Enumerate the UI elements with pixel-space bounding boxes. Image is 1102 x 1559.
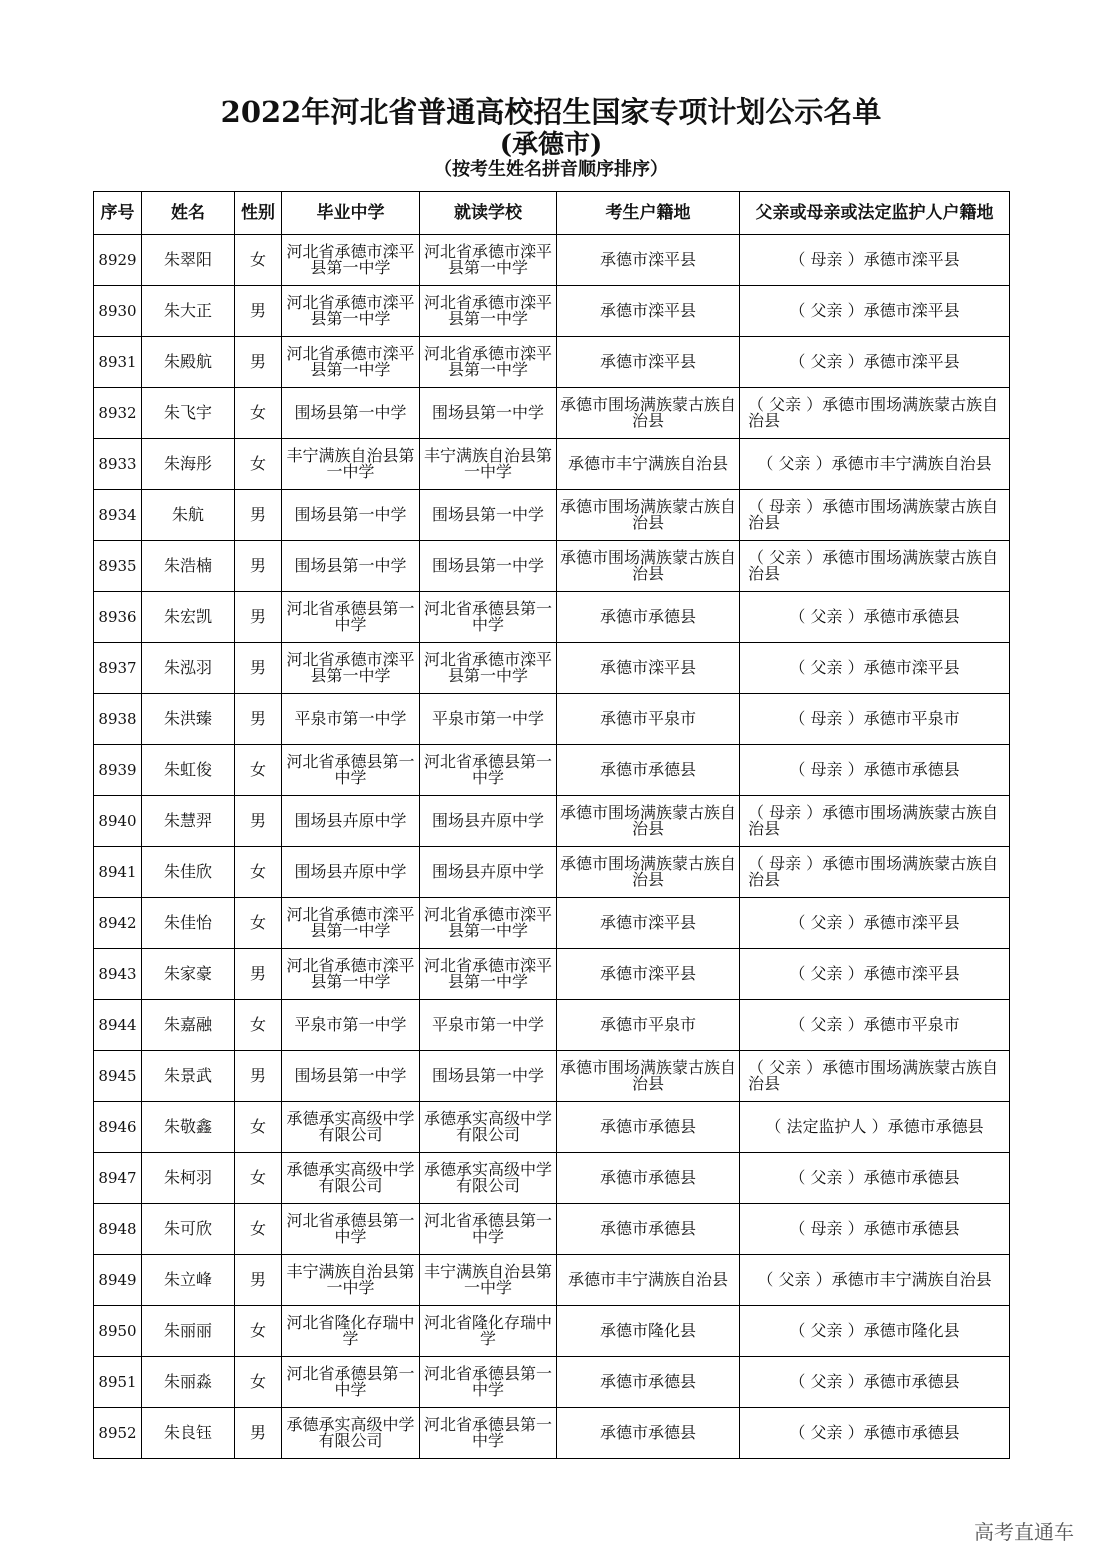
- gender-cell: 男: [235, 1051, 282, 1102]
- grad-school-cell: 河北省承德市滦平县第一中学: [282, 949, 420, 1000]
- gender-cell: 女: [235, 847, 282, 898]
- seq-cell: 8931: [94, 337, 142, 388]
- current-school-cell: 河北省承德县第一中学: [420, 1408, 557, 1459]
- guardian-household-cell: （ 父亲 ）承德市围场满族蒙古族自治县: [740, 388, 1010, 439]
- grad-school-cell: 围场县第一中学: [282, 541, 420, 592]
- col-header-grad-school: 毕业中学: [282, 192, 420, 235]
- guardian-household-cell: （ 父亲 ）承德市滦平县: [740, 949, 1010, 1000]
- seq-cell: 8950: [94, 1306, 142, 1357]
- guardian-household-cell: （ 母亲 ）承德市围场满族蒙古族自治县: [740, 490, 1010, 541]
- table-row: [94, 1000, 1010, 1051]
- seq-cell: 8951: [94, 1357, 142, 1408]
- seq-cell: 8943: [94, 949, 142, 1000]
- current-school-cell: 围场县第一中学: [420, 541, 557, 592]
- household-cell: 承德市平泉市: [557, 1000, 740, 1051]
- seq-cell: 8941: [94, 847, 142, 898]
- gender-cell: 男: [235, 1255, 282, 1306]
- household-cell: 承德市围场满族蒙古族自治县: [557, 541, 740, 592]
- name-cell: 朱可欣: [142, 1204, 235, 1255]
- grad-school-cell: 围场县卉原中学: [282, 796, 420, 847]
- gender-cell: 男: [235, 592, 282, 643]
- gender-cell: 女: [235, 1102, 282, 1153]
- col-header-household: 考生户籍地: [557, 192, 740, 235]
- grad-school-cell: 围场县卉原中学: [282, 847, 420, 898]
- col-header-seq: 序号: [94, 192, 142, 235]
- seq-cell: 8939: [94, 745, 142, 796]
- table-row: [94, 1204, 1010, 1255]
- grad-school-cell: 河北省隆化存瑞中学: [282, 1306, 420, 1357]
- household-cell: 承德市围场满族蒙古族自治县: [557, 388, 740, 439]
- grad-school-cell: 承德承实高级中学有限公司: [282, 1102, 420, 1153]
- household-cell: 承德市承德县: [557, 1204, 740, 1255]
- current-school-cell: 承德承实高级中学有限公司: [420, 1153, 557, 1204]
- household-cell: 承德市丰宁满族自治县: [557, 1255, 740, 1306]
- guardian-household-cell: （ 母亲 ）承德市围场满族蒙古族自治县: [740, 847, 1010, 898]
- gender-cell: 女: [235, 439, 282, 490]
- seq-cell: 8933: [94, 439, 142, 490]
- guardian-household-cell: （ 父亲 ）承德市隆化县: [740, 1306, 1010, 1357]
- seq-cell: 8949: [94, 1255, 142, 1306]
- gender-cell: 女: [235, 1000, 282, 1051]
- name-cell: 朱立峰: [142, 1255, 235, 1306]
- guardian-household-cell: （ 父亲 ）承德市丰宁满族自治县: [740, 439, 1010, 490]
- grad-school-cell: 河北省承德县第一中学: [282, 745, 420, 796]
- current-school-cell: 河北省承德市滦平县第一中学: [420, 235, 557, 286]
- guardian-household-cell: （ 母亲 ）承德市承德县: [740, 1204, 1010, 1255]
- household-cell: 承德市平泉市: [557, 694, 740, 745]
- grad-school-cell: 河北省承德县第一中学: [282, 592, 420, 643]
- seq-cell: 8952: [94, 1408, 142, 1459]
- seq-cell: 8944: [94, 1000, 142, 1051]
- current-school-cell: 河北省承德县第一中学: [420, 592, 557, 643]
- grad-school-cell: 河北省承德市滦平县第一中学: [282, 643, 420, 694]
- grad-school-cell: 河北省承德市滦平县第一中学: [282, 286, 420, 337]
- gender-cell: 女: [235, 1357, 282, 1408]
- current-school-cell: 河北省承德县第一中学: [420, 1204, 557, 1255]
- current-school-cell: 河北省隆化存瑞中学: [420, 1306, 557, 1357]
- sort-note: （按考生姓名拼音顺序排序）: [434, 159, 668, 180]
- guardian-household-cell: （ 父亲 ）承德市承德县: [740, 592, 1010, 643]
- seq-cell: 8935: [94, 541, 142, 592]
- current-school-cell: 河北省承德市滦平县第一中学: [420, 949, 557, 1000]
- name-cell: 朱殿航: [142, 337, 235, 388]
- gender-cell: 女: [235, 1306, 282, 1357]
- household-cell: 承德市承德县: [557, 1408, 740, 1459]
- table-body: [94, 235, 1010, 1459]
- grad-school-cell: 承德承实高级中学有限公司: [282, 1153, 420, 1204]
- table-row: [94, 592, 1010, 643]
- current-school-cell: 河北省承德市滦平县第一中学: [420, 643, 557, 694]
- name-cell: 朱航: [142, 490, 235, 541]
- header-row: [94, 192, 1010, 235]
- name-cell: 朱虹俊: [142, 745, 235, 796]
- seq-cell: 8938: [94, 694, 142, 745]
- household-cell: 承德市围场满族蒙古族自治县: [557, 490, 740, 541]
- table-row: [94, 490, 1010, 541]
- guardian-household-cell: （ 父亲 ）承德市承德县: [740, 1408, 1010, 1459]
- seq-cell: 8947: [94, 1153, 142, 1204]
- gender-cell: 男: [235, 796, 282, 847]
- name-cell: 朱柯羽: [142, 1153, 235, 1204]
- name-cell: 朱丽淼: [142, 1357, 235, 1408]
- table-row: [94, 1306, 1010, 1357]
- household-cell: 承德市围场满族蒙古族自治县: [557, 1051, 740, 1102]
- current-school-cell: 河北省承德市滦平县第一中学: [420, 337, 557, 388]
- gender-cell: 男: [235, 286, 282, 337]
- table-row: [94, 235, 1010, 286]
- name-cell: 朱丽丽: [142, 1306, 235, 1357]
- household-cell: 承德市承德县: [557, 745, 740, 796]
- household-cell: 承德市丰宁满族自治县: [557, 439, 740, 490]
- name-cell: 朱嘉融: [142, 1000, 235, 1051]
- gender-cell: 男: [235, 1408, 282, 1459]
- guardian-household-cell: （ 父亲 ）承德市平泉市: [740, 1000, 1010, 1051]
- seq-cell: 8929: [94, 235, 142, 286]
- gender-cell: 女: [235, 1153, 282, 1204]
- current-school-cell: 围场县卉原中学: [420, 847, 557, 898]
- household-cell: 承德市滦平县: [557, 949, 740, 1000]
- seq-cell: 8948: [94, 1204, 142, 1255]
- grad-school-cell: 围场县第一中学: [282, 490, 420, 541]
- table-row: [94, 1153, 1010, 1204]
- brand-watermark: 高考直通车: [974, 1520, 1074, 1544]
- current-school-cell: 丰宁满族自治县第一中学: [420, 1255, 557, 1306]
- name-cell: 朱慧羿: [142, 796, 235, 847]
- table-row: [94, 796, 1010, 847]
- grad-school-cell: 河北省承德县第一中学: [282, 1204, 420, 1255]
- current-school-cell: 围场县卉原中学: [420, 796, 557, 847]
- name-cell: 朱景武: [142, 1051, 235, 1102]
- current-school-cell: 围场县第一中学: [420, 1051, 557, 1102]
- household-cell: 承德市滦平县: [557, 235, 740, 286]
- table-row: [94, 643, 1010, 694]
- table-row: [94, 337, 1010, 388]
- guardian-household-cell: （ 父亲 ）承德市丰宁满族自治县: [740, 1255, 1010, 1306]
- current-school-cell: 平泉市第一中学: [420, 694, 557, 745]
- seq-cell: 8936: [94, 592, 142, 643]
- household-cell: 承德市围场满族蒙古族自治县: [557, 796, 740, 847]
- guardian-household-cell: （ 父亲 ）承德市承德县: [740, 1153, 1010, 1204]
- table-row: [94, 949, 1010, 1000]
- grad-school-cell: 承德承实高级中学有限公司: [282, 1408, 420, 1459]
- household-cell: 承德市滦平县: [557, 643, 740, 694]
- guardian-household-cell: （ 父亲 ）承德市滦平县: [740, 286, 1010, 337]
- table-row: [94, 541, 1010, 592]
- table-row: [94, 847, 1010, 898]
- current-school-cell: 河北省承德市滦平县第一中学: [420, 286, 557, 337]
- name-cell: 朱洪臻: [142, 694, 235, 745]
- grad-school-cell: 河北省承德市滦平县第一中学: [282, 337, 420, 388]
- name-cell: 朱佳怡: [142, 898, 235, 949]
- grad-school-cell: 丰宁满族自治县第一中学: [282, 1255, 420, 1306]
- guardian-household-cell: （ 母亲 ）承德市承德县: [740, 745, 1010, 796]
- col-header-gender: 性别: [235, 192, 282, 235]
- name-cell: 朱大正: [142, 286, 235, 337]
- household-cell: 承德市围场满族蒙古族自治县: [557, 847, 740, 898]
- name-cell: 朱泓羽: [142, 643, 235, 694]
- gender-cell: 女: [235, 388, 282, 439]
- table-row: [94, 694, 1010, 745]
- guardian-household-cell: （ 母亲 ）承德市平泉市: [740, 694, 1010, 745]
- guardian-household-cell: （ 父亲 ）承德市围场满族蒙古族自治县: [740, 1051, 1010, 1102]
- table-row: [94, 1102, 1010, 1153]
- household-cell: 承德市隆化县: [557, 1306, 740, 1357]
- gender-cell: 男: [235, 694, 282, 745]
- col-header-current-school: 就读学校: [420, 192, 557, 235]
- guardian-household-cell: （ 父亲 ）承德市滦平县: [740, 337, 1010, 388]
- table-row: [94, 388, 1010, 439]
- household-cell: 承德市承德县: [557, 1102, 740, 1153]
- gender-cell: 女: [235, 1204, 282, 1255]
- current-school-cell: 围场县第一中学: [420, 388, 557, 439]
- grad-school-cell: 平泉市第一中学: [282, 694, 420, 745]
- household-cell: 承德市承德县: [557, 1153, 740, 1204]
- gender-cell: 男: [235, 337, 282, 388]
- guardian-household-cell: （ 法定监护人 ）承德市承德县: [740, 1102, 1010, 1153]
- guardian-household-cell: （ 母亲 ）承德市围场满族蒙古族自治县: [740, 796, 1010, 847]
- table-row: [94, 439, 1010, 490]
- household-cell: 承德市承德县: [557, 592, 740, 643]
- grad-school-cell: 围场县第一中学: [282, 388, 420, 439]
- gender-cell: 女: [235, 745, 282, 796]
- guardian-household-cell: （ 父亲 ）承德市滦平县: [740, 898, 1010, 949]
- gender-cell: 女: [235, 898, 282, 949]
- table-row: [94, 1051, 1010, 1102]
- seq-cell: 8940: [94, 796, 142, 847]
- guardian-household-cell: （ 父亲 ）承德市承德县: [740, 1357, 1010, 1408]
- current-school-cell: 河北省承德县第一中学: [420, 1357, 557, 1408]
- seq-cell: 8932: [94, 388, 142, 439]
- grad-school-cell: 丰宁满族自治县第一中学: [282, 439, 420, 490]
- grad-school-cell: 河北省承德市滦平县第一中学: [282, 898, 420, 949]
- gender-cell: 男: [235, 490, 282, 541]
- table-row: [94, 1255, 1010, 1306]
- name-cell: 朱海彤: [142, 439, 235, 490]
- guardian-household-cell: （ 父亲 ）承德市围场满族蒙古族自治县: [740, 541, 1010, 592]
- name-cell: 朱良钰: [142, 1408, 235, 1459]
- guardian-household-cell: （ 父亲 ）承德市滦平县: [740, 643, 1010, 694]
- gender-cell: 男: [235, 541, 282, 592]
- name-cell: 朱家豪: [142, 949, 235, 1000]
- current-school-cell: 平泉市第一中学: [420, 1000, 557, 1051]
- grad-school-cell: 平泉市第一中学: [282, 1000, 420, 1051]
- table-row: [94, 1357, 1010, 1408]
- household-cell: 承德市承德县: [557, 1357, 740, 1408]
- page-subtitle: (承德市): [499, 130, 603, 160]
- name-cell: 朱佳欣: [142, 847, 235, 898]
- col-header-name: 姓名: [142, 192, 235, 235]
- table-row: [94, 286, 1010, 337]
- grad-school-cell: 河北省承德市滦平县第一中学: [282, 235, 420, 286]
- table-row: [94, 745, 1010, 796]
- household-cell: 承德市滦平县: [557, 337, 740, 388]
- current-school-cell: 承德承实高级中学有限公司: [420, 1102, 557, 1153]
- seq-cell: 8942: [94, 898, 142, 949]
- table-row: [94, 1408, 1010, 1459]
- name-cell: 朱浩楠: [142, 541, 235, 592]
- gender-cell: 男: [235, 949, 282, 1000]
- name-cell: 朱翠阳: [142, 235, 235, 286]
- grad-school-cell: 河北省承德县第一中学: [282, 1357, 420, 1408]
- table-row: [94, 898, 1010, 949]
- current-school-cell: 围场县第一中学: [420, 490, 557, 541]
- name-cell: 朱飞宇: [142, 388, 235, 439]
- household-cell: 承德市滦平县: [557, 898, 740, 949]
- name-cell: 朱敬鑫: [142, 1102, 235, 1153]
- current-school-cell: 丰宁满族自治县第一中学: [420, 439, 557, 490]
- seq-cell: 8934: [94, 490, 142, 541]
- name-cell: 朱宏凯: [142, 592, 235, 643]
- col-header-guardian-household: 父亲或母亲或法定监护人户籍地: [740, 192, 1010, 235]
- guardian-household-cell: （ 母亲 ）承德市滦平县: [740, 235, 1010, 286]
- seq-cell: 8945: [94, 1051, 142, 1102]
- household-cell: 承德市滦平县: [557, 286, 740, 337]
- current-school-cell: 河北省承德县第一中学: [420, 745, 557, 796]
- gender-cell: 男: [235, 643, 282, 694]
- seq-cell: 8930: [94, 286, 142, 337]
- current-school-cell: 河北省承德市滦平县第一中学: [420, 898, 557, 949]
- page-title: 2022年河北省普通高校招生国家专项计划公示名单: [220, 95, 882, 129]
- seq-cell: 8937: [94, 643, 142, 694]
- roster-table: [93, 191, 1010, 1459]
- seq-cell: 8946: [94, 1102, 142, 1153]
- gender-cell: 女: [235, 235, 282, 286]
- grad-school-cell: 围场县第一中学: [282, 1051, 420, 1102]
